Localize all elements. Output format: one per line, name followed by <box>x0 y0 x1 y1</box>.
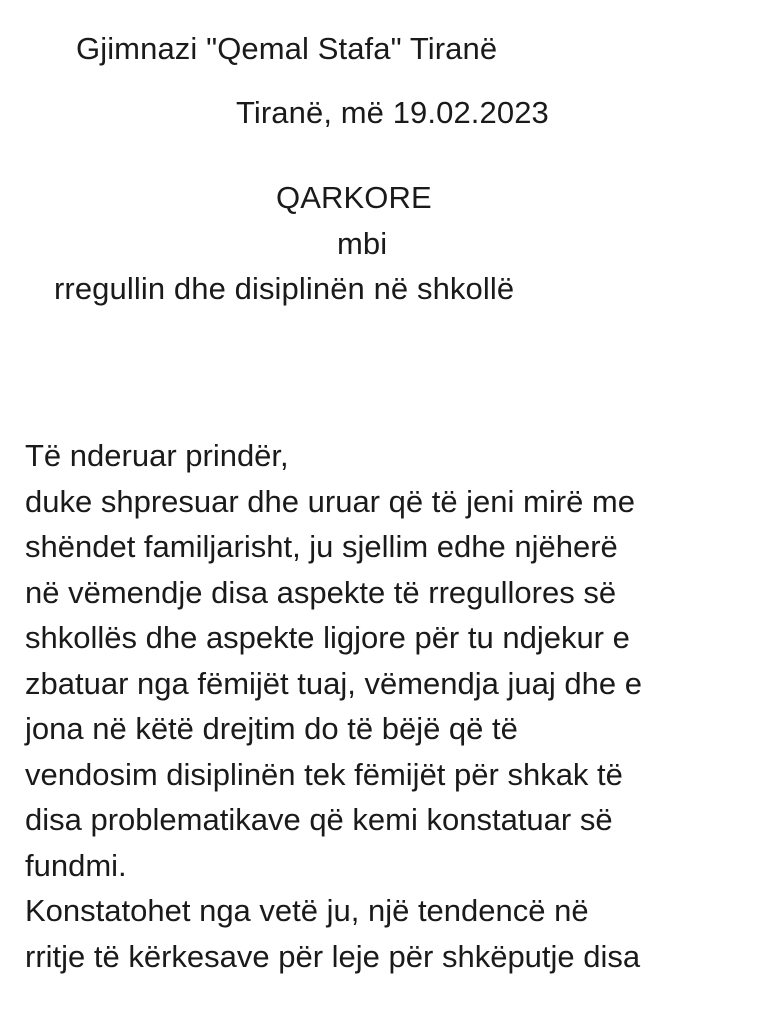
body-line: disa problematikave që kemi konstatuar së <box>25 802 613 837</box>
body-line: shkollës dhe aspekte ligjore për tu ndjekur e <box>25 620 630 655</box>
body-line: shëndet familjarisht, ju sjellim edhe njëherë <box>25 529 618 564</box>
body-line: Konstatohet nga vetë ju, një tendencë në <box>25 893 589 928</box>
document-title: QARKORE <box>276 180 432 215</box>
body-line: fundmi. <box>25 847 127 883</box>
body-line: rritje të kërkesave për leje për shkëputje disa <box>25 938 641 974</box>
letter-body <box>25 433 755 979</box>
document-subtitle: mbi <box>337 226 388 261</box>
salutation: Të nderuar prindër, <box>25 438 289 473</box>
document-topic: rregullin dhe disiplinën në shkollë <box>54 271 515 306</box>
body-line: jona në këtë drejtim do të bëjë që të <box>25 711 518 746</box>
place-date: Tiranë, më 19.02.2023 <box>236 95 549 130</box>
body-line: duke shpresuar dhe uruar që të jeni mirë me <box>25 483 635 519</box>
school-name: Gjimnazi "Qemal Stafa" Tiranë <box>76 31 498 66</box>
body-line: zbatuar nga fëmijët tuaj, vëmendja juaj dhe e <box>25 665 642 701</box>
body-line: në vëmendje disa aspekte të rregullores së <box>25 574 617 610</box>
body-line: vendosim disiplinën tek fëmijët për shkak të <box>25 756 623 792</box>
